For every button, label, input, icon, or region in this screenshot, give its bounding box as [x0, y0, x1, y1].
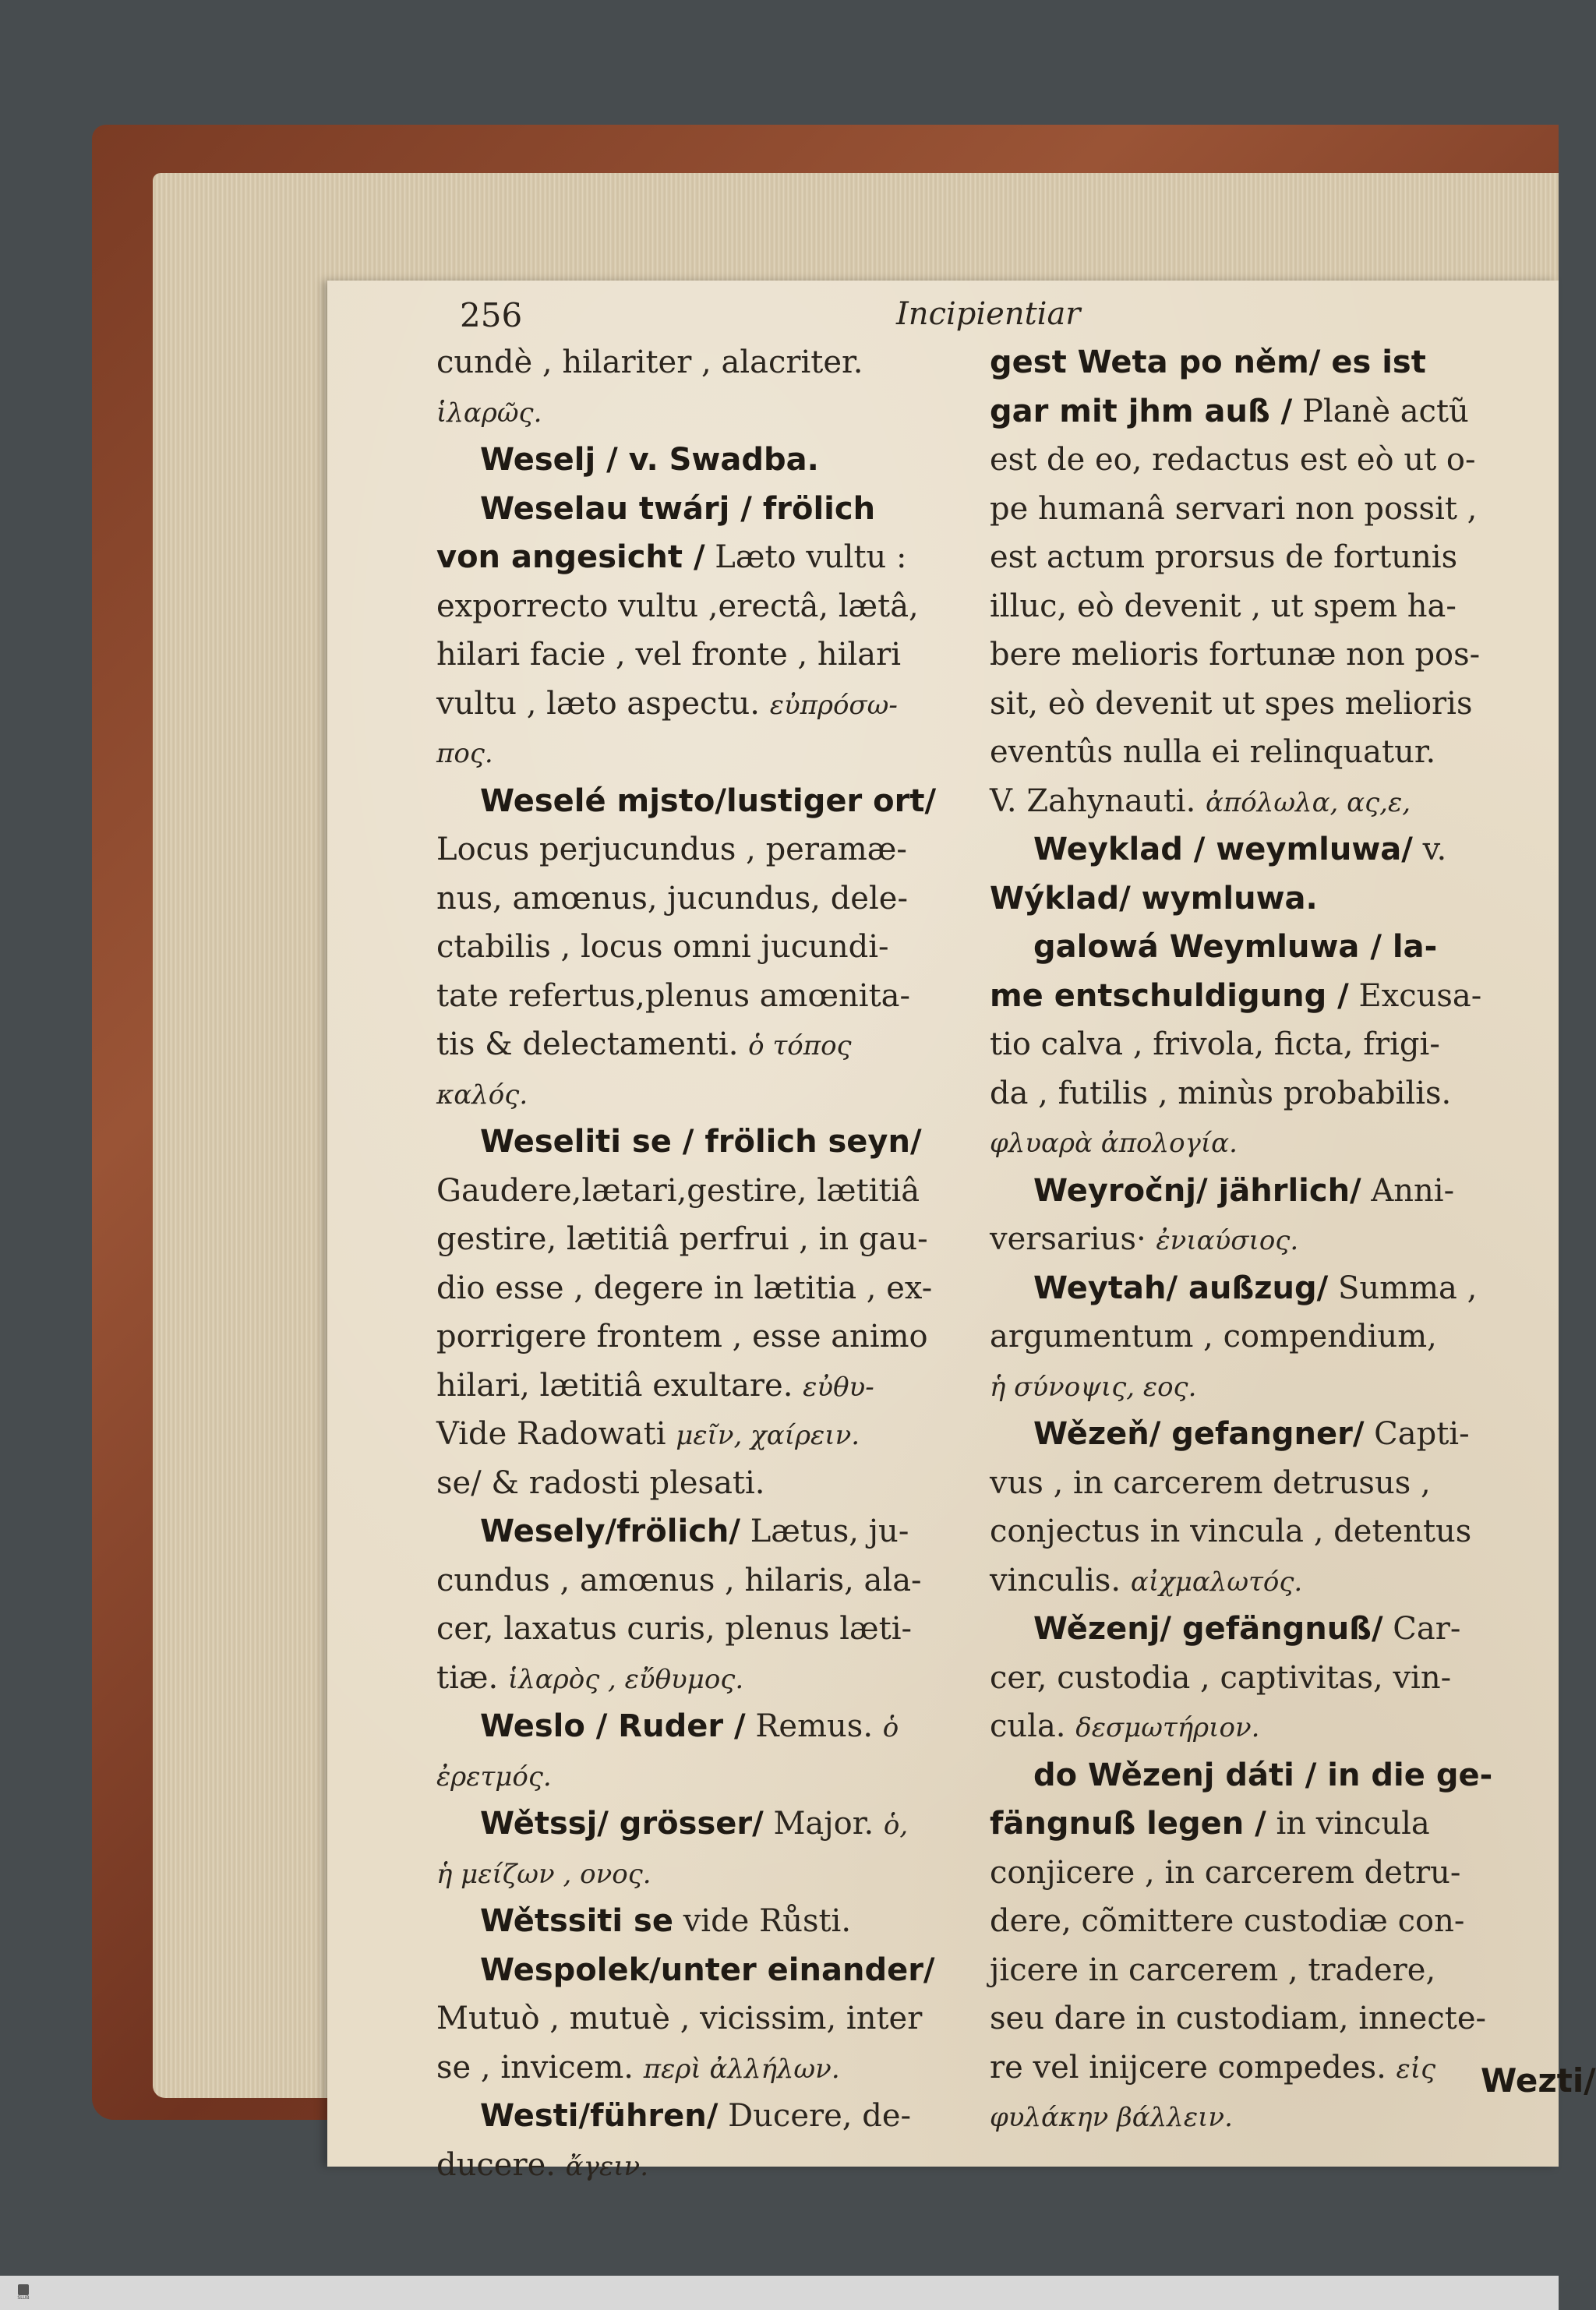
text-line [990, 778, 1527, 827]
definition-text: ducere. [436, 2146, 556, 2183]
headword: fängnuß legen / [990, 1806, 1266, 1842]
text-line [436, 1898, 974, 1947]
text-line [990, 1021, 1527, 1070]
definition-text: Mutuò , mutuè , vicissim, inter [436, 2001, 923, 2036]
definition-text: illuc, eò devenit , ut spem ha- [990, 588, 1457, 624]
text-line [436, 1460, 974, 1509]
text-line [990, 1070, 1527, 1119]
definition-text: da , futilis , minùs probabilis. [990, 1075, 1452, 1111]
greek-gloss: περὶ ἀλλήλων. [643, 2053, 840, 2085]
greek-gloss: φυλάκην βάλλειν. [990, 2102, 1233, 2133]
text-line [436, 1216, 974, 1265]
text-line [436, 2142, 974, 2191]
greek-gloss: εἰς [1396, 2053, 1436, 2085]
greek-gloss: ἱλαρῶς. [436, 397, 542, 429]
greek-gloss: πος. [436, 738, 493, 769]
definition-text: Excusa- [1358, 977, 1482, 1014]
text-line [990, 1703, 1527, 1752]
library-logo [8, 2280, 39, 2305]
definition-text: Gaudere,lætari,gestire, lætitiâ [436, 1172, 920, 1209]
text-line [436, 973, 974, 1022]
text-line [990, 631, 1527, 680]
headword: Wýklad/ wymluwa. [990, 880, 1318, 917]
text-line [990, 1898, 1527, 1947]
headword: galowá Weymluwa / la- [1033, 929, 1438, 965]
text-line [990, 2044, 1527, 2093]
text-line [436, 1021, 974, 1070]
definition-text: hilari, lætitiâ exultare. [436, 1367, 793, 1404]
headword: Wesely/frölich/ [480, 1514, 740, 1549]
greek-gloss: καλός. [436, 1079, 528, 1111]
headword: Weslo / Ruder / [480, 1708, 746, 1744]
definition-text: cula. [990, 1708, 1066, 1744]
text-line [990, 2093, 1527, 2142]
headword: Weselé mjsto/lustiger ort/ [480, 782, 937, 819]
definition-text: seu dare in custodiam, innecte- [990, 2001, 1487, 2036]
text-line [436, 1947, 974, 1996]
definition-text: cer, custodia , captivitas, vin- [990, 1659, 1452, 1696]
definition-text: conjicere , in carcerem detru- [990, 1854, 1461, 1891]
definition-text: cer, laxatus curis, plenus læti- [436, 1611, 912, 1647]
definition-text: vide Růsti. [683, 1903, 852, 1939]
definition-text: Car- [1393, 1611, 1461, 1647]
text-line [436, 486, 974, 535]
text-line [990, 534, 1527, 583]
viewer-footer-bar [0, 2276, 1559, 2310]
definition-text: Capti- [1374, 1416, 1470, 1452]
greek-gloss: ὁ τόπος [748, 1030, 852, 1061]
greek-gloss: εὐπρόσω- [769, 689, 898, 721]
greek-gloss: ἐνιαύσιος. [1156, 1225, 1299, 1256]
text-line [436, 436, 974, 486]
text-line [990, 1265, 1527, 1314]
text-line [436, 631, 974, 680]
greek-gloss: ἐρετμός. [436, 1761, 552, 1793]
greek-gloss: φλυαρὰ ἀπολογία. [990, 1128, 1238, 1159]
definition-text: bere melioris fortunæ non pos- [990, 637, 1481, 673]
text-line [436, 1313, 974, 1362]
greek-gloss: ὁ [882, 1712, 899, 1743]
greek-gloss: ἡ σύνοψις, εος. [990, 1371, 1197, 1403]
text-line [436, 1167, 974, 1217]
definition-text: Summa , [1337, 1270, 1478, 1306]
text-line [990, 680, 1527, 729]
definition-text: sit, eò devenit ut spes melioris [990, 685, 1473, 722]
definition-text: V. Zahynauti. [990, 782, 1196, 819]
text-line [990, 1411, 1527, 1460]
left-column [436, 339, 974, 2190]
definition-text: pe humanâ servari non possit , [990, 490, 1478, 527]
text-line [990, 583, 1527, 632]
text-line [436, 1849, 974, 1899]
definition-text: gestire, lætitiâ perfrui , in gau- [436, 1221, 928, 1257]
definition-text: Ducere, de- [728, 2098, 912, 2134]
greek-gloss: ἡ μείζων , ονος. [436, 1858, 651, 1890]
definition-text: re vel inijcere compedes. [990, 2049, 1386, 2086]
greek-gloss: ὁ, [883, 1810, 909, 1841]
definition-text: jicere in carcerem , tradere, [990, 1951, 1436, 1988]
definition-text: porrigere frontem , esse animo [436, 1319, 928, 1355]
text-line [990, 388, 1527, 437]
definition-text: exporrecto vultu ,erectâ, lætâ, [436, 588, 919, 624]
headword: Weselau twárj / frölich [480, 490, 876, 527]
definition-text: argumentum , compendium, [990, 1319, 1437, 1355]
text-line [990, 436, 1527, 486]
definition-text: dio esse , degere in lætitia , ex- [436, 1270, 933, 1306]
definition-text: dere, cõmittere custodiæ con- [990, 1903, 1465, 1939]
greek-gloss: ἱλαρὸς , εὔθυμος. [507, 1663, 744, 1695]
text-line [436, 1995, 974, 2044]
text-line [990, 729, 1527, 778]
definition-text: hilari facie , vel fronte , hilari [436, 637, 902, 673]
headword: Weyročnj/ jährlich/ [1033, 1172, 1361, 1209]
definition-text: nus, amœnus, jucundus, dele- [436, 880, 908, 917]
definition-text: vus , in carcerem detrusus , [990, 1464, 1431, 1501]
definition-text: Planè actũ [1302, 393, 1469, 429]
definition-text: Læto vultu : [715, 539, 907, 575]
text-line [990, 1800, 1527, 1849]
text-line [990, 875, 1527, 924]
definition-text: Anni- [1371, 1172, 1455, 1209]
greek-gloss: δεσμωτήριον. [1075, 1712, 1260, 1743]
greek-gloss: εὐθυ- [803, 1371, 874, 1403]
text-line [436, 1508, 974, 1557]
book-page [327, 281, 1596, 2183]
definition-text: Major. [773, 1806, 874, 1842]
text-line [990, 339, 1527, 388]
definition-text: Locus perjucundus , peramæ- [436, 832, 907, 867]
text-line [436, 1362, 974, 1411]
definition-text: vinculis. [990, 1562, 1121, 1598]
text-line [990, 1508, 1527, 1557]
library-logo-icon [18, 2284, 29, 2295]
text-line [990, 1995, 1527, 2044]
headword: Wětssiti se [480, 1903, 673, 1939]
text-line [990, 1216, 1527, 1265]
text-line [436, 2044, 974, 2093]
text-line [436, 826, 974, 875]
headword: Weseliti se / frölich seyn/ [480, 1124, 922, 1160]
headword: me entschuldigung / [990, 977, 1349, 1014]
definition-text: est actum prorsus de fortunis [990, 539, 1458, 575]
text-line [436, 1557, 974, 1606]
definition-text: se , invicem. [436, 2049, 634, 2086]
greek-gloss: ἀπόλωλα, ας,ε, [1206, 786, 1411, 818]
text-line [990, 826, 1527, 875]
headword: Wětssj/ grösser/ [480, 1806, 764, 1842]
text-line [436, 1605, 974, 1655]
text-line [436, 778, 974, 827]
text-line [436, 1411, 974, 1460]
text-line [990, 1849, 1527, 1899]
headword: gar mit jhm auß / [990, 393, 1293, 429]
text-line [990, 486, 1527, 535]
text-line [990, 1460, 1527, 1509]
text-line [436, 1070, 974, 1119]
text-line [990, 1362, 1527, 1411]
library-logo-label: SLUB [17, 2295, 30, 2301]
headword: Wězenj/ gefängnuß/ [1033, 1611, 1383, 1647]
definition-text: Vide Radowati [436, 1416, 666, 1452]
headword: Wespolek/unter einander/ [480, 1951, 935, 1988]
text-line [436, 1703, 974, 1752]
definition-text: cundè , hilariter , alacriter. [436, 344, 863, 380]
text-line [436, 1752, 974, 1801]
definition-text: Lætus, ju- [750, 1514, 909, 1549]
text-line [436, 680, 974, 729]
catchword: Wezti/ [1481, 2061, 1596, 2100]
headword: Weyklad / weymluwa/ [1033, 832, 1413, 867]
text-line [436, 875, 974, 924]
running-head: Incipientiar [896, 296, 1081, 332]
definition-text: cundus , amœnus , hilaris, ala- [436, 1562, 922, 1598]
text-line [990, 1557, 1527, 1606]
definition-text: in vincula [1276, 1806, 1430, 1842]
definition-text: eventûs nulla ei relinquatur. [990, 734, 1436, 770]
definition-text: conjectus in vincula , detentus [990, 1514, 1472, 1549]
headword: gest Weta po něm/ es ist [990, 344, 1426, 380]
text-line [436, 1265, 974, 1314]
text-line [436, 1655, 974, 1704]
definition-text: Remus. [755, 1708, 874, 1744]
text-line [990, 1655, 1527, 1704]
definition-text: ctabilis , locus omni jucundi- [436, 929, 889, 965]
text-line [436, 729, 974, 778]
definition-text: vultu , læto aspectu. [436, 685, 760, 722]
right-column [990, 339, 1527, 2142]
text-line [436, 924, 974, 973]
text-line [990, 924, 1527, 973]
text-line [990, 1167, 1527, 1217]
page-header [460, 288, 1543, 343]
headword: Wězeň/ gefangner/ [1033, 1416, 1365, 1452]
headword: Westi/führen/ [480, 2098, 719, 2134]
headword: Weselj / v. Swadba. [480, 442, 819, 478]
greek-gloss: μεῖν, χαίρειν. [676, 1420, 860, 1451]
greek-gloss: ἄγειν. [565, 2150, 649, 2182]
text-line [436, 339, 974, 388]
text-line [436, 1118, 974, 1167]
text-line [436, 583, 974, 632]
text-line [436, 534, 974, 583]
text-line [990, 1947, 1527, 1996]
text-line [436, 1800, 974, 1849]
text-line [990, 1605, 1527, 1655]
definition-text: tio calva , frivola, ficta, frigi- [990, 1026, 1440, 1062]
text-line [990, 1752, 1527, 1801]
page-number: 256 [460, 296, 523, 334]
text-line [990, 1313, 1527, 1362]
definition-text: tis & delectamenti. [436, 1026, 739, 1062]
definition-text: tate refertus,plenus amœnita- [436, 977, 911, 1014]
greek-gloss: αἰχμαλωτός. [1130, 1566, 1303, 1598]
definition-text: versarius· [990, 1221, 1146, 1257]
definition-text: se/ & radosti plesati. [436, 1464, 765, 1501]
text-line [436, 388, 974, 437]
headword: von angesicht / [436, 539, 705, 575]
headword: Weytah/ außzug/ [1033, 1270, 1329, 1306]
definition-text: est de eo, redactus est eò ut o- [990, 442, 1476, 478]
headword: do Wězenj dáti / in die ge- [1033, 1757, 1493, 1793]
definition-text: v. [1422, 832, 1447, 867]
text-line [436, 2093, 974, 2142]
text-line [990, 1118, 1527, 1167]
text-line [990, 973, 1527, 1022]
definition-text: tiæ. [436, 1659, 499, 1696]
